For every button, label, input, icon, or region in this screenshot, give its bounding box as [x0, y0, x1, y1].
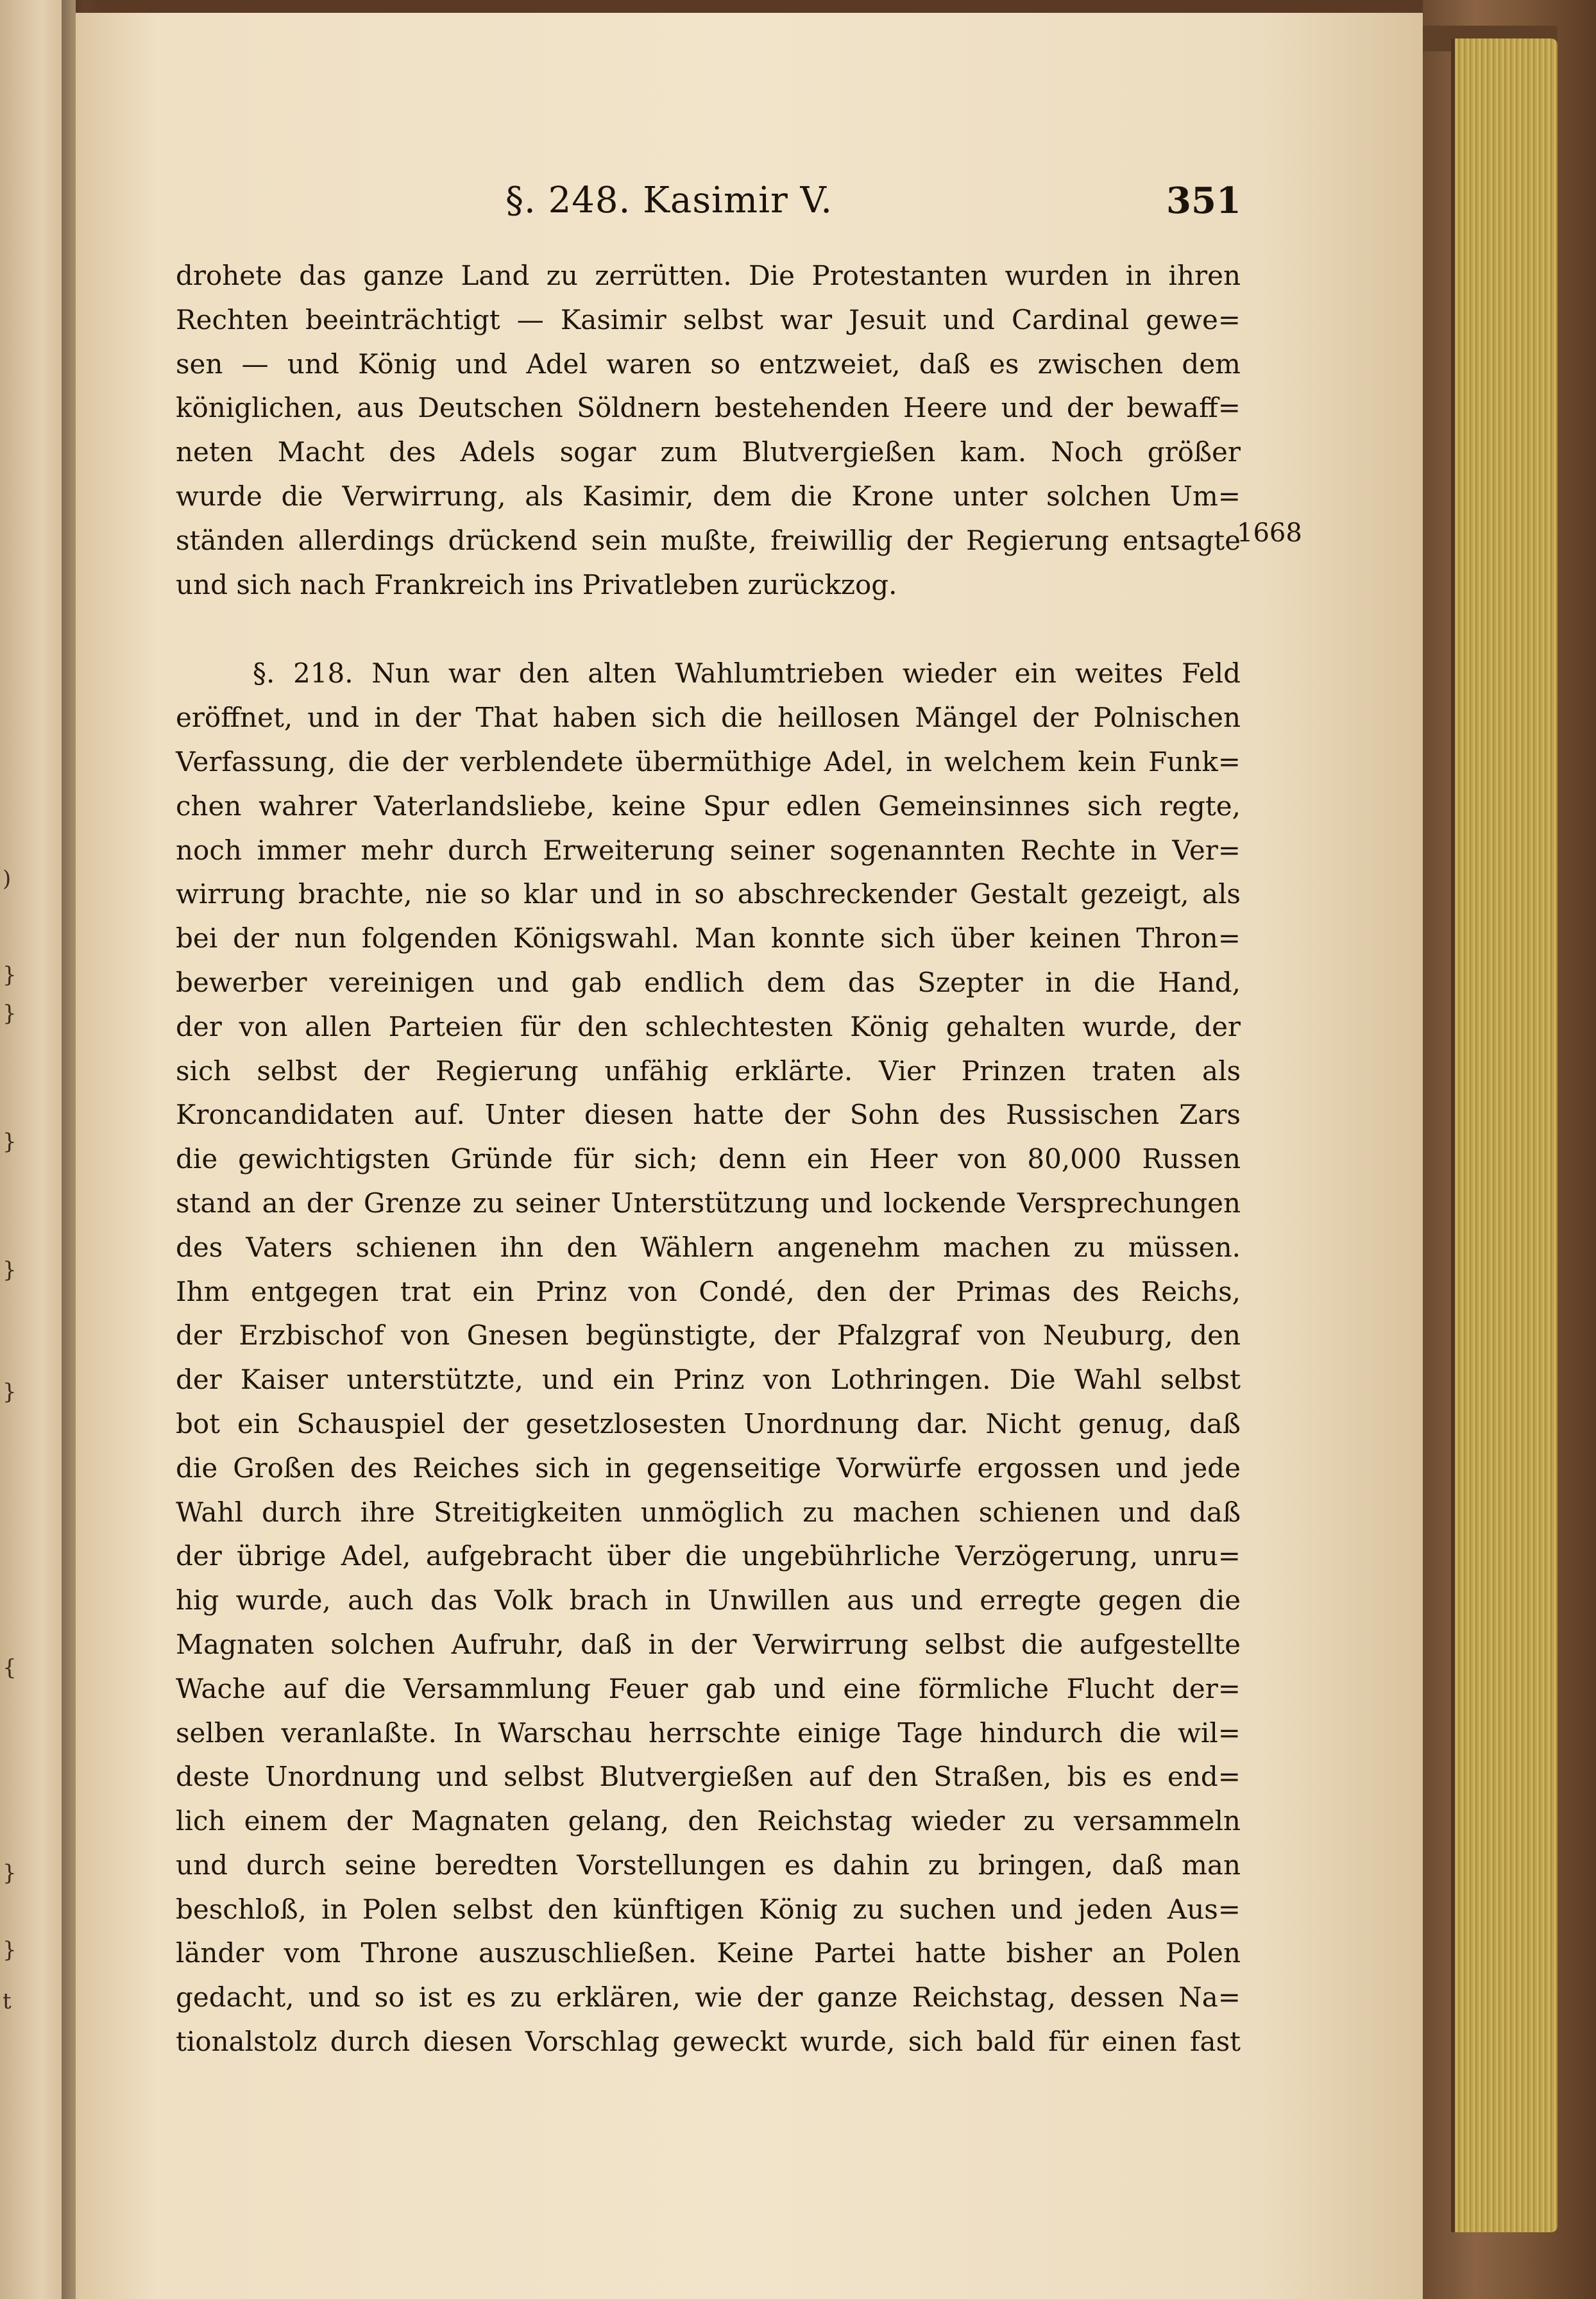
page-number: 351 [1166, 180, 1241, 222]
gilt-page-edges [1451, 38, 1558, 2232]
text-line: tionalstolz durch diesen Vorschlag geweckt wurde, sich bald für einen fast [176, 2026, 1241, 2058]
text-line: der übrige Adel, aufgebracht über die ungebührliche Verzögerung, unru= [176, 1540, 1241, 1572]
left-page-mark: t [3, 1989, 12, 2014]
text-line: wurde die Verwirrung, als Kasimir, dem die Krone unter solchen Um= [176, 480, 1241, 512]
paragraph [176, 652, 1241, 2064]
text-line: Wache auf die Versammlung Feuer gab und eine förmliche Flucht der= [176, 1672, 1241, 1704]
text-line: der Erzbischof von Gnesen begünstigte, der Pfalzgraf von Neuburg, den [176, 1319, 1241, 1352]
text-line: bewerber vereinigen und gab endlich dem das Szepter in die Hand, [176, 966, 1241, 998]
text-line: eröffnet, und in der That haben sich die heillosen Mängel der Polnischen [176, 702, 1241, 734]
left-page-mark: } [3, 1257, 17, 1283]
text-line: lich einem der Magnaten gelang, den Reichstag wieder zu versammeln [176, 1805, 1241, 1837]
text-line: neten Macht des Adels sogar zum Blutvergießen kam. Noch größer [176, 436, 1241, 468]
text-line: bot ein Schauspiel der gesetzlosesten Unordnung dar. Nicht genug, daß [176, 1407, 1241, 1439]
text-line: Verfassung, die der verblendete übermüthige Adel, in welchem kein Funk= [176, 745, 1241, 777]
left-page-mark: } [3, 1379, 17, 1405]
text-line: Rechten beeinträchtigt — Kasimir selbst war Jesuit und Cardinal gewe= [176, 303, 1241, 335]
text-line: sen — und König und Adel waren so entzweiet, daß es zwischen dem [176, 348, 1241, 380]
text-line: drohete das ganze Land zu zerrütten. Die Protestanten wurden in ihren [176, 260, 1241, 291]
paragraph [176, 254, 1241, 607]
text-line: beschloß, in Polen selbst den künftigen König zu suchen und jeden Aus= [176, 1893, 1241, 1925]
left-page-mark: { [3, 1655, 17, 1681]
text-line: die gewichtigsten Gründe für sich; denn ein Heer von 80,000 Russen [176, 1143, 1241, 1175]
text-line: Ihm entgegen trat ein Prinz von Condé, den der Primas des Reichs, [176, 1275, 1241, 1307]
text-line: stand an der Grenze zu seiner Unterstützung und lockende Versprechungen [176, 1187, 1241, 1219]
text-line: länder vom Throne auszuschließen. Keine Partei hatte bisher an Polen [176, 1937, 1241, 1969]
text-line: Wahl durch ihre Streitigkeiten unmöglich zu machen schienen und daß [176, 1496, 1241, 1528]
section-start-line: §. 218. Nun war den alten Wahlumtrieben wieder ein weites Feld [253, 657, 1241, 690]
text-line: noch immer mehr durch Erweiterung seiner sogenannten Rechte in Ver= [176, 834, 1241, 866]
text-line: die Großen des Reiches sich in gegenseitige Vorwürfe ergossen und jede [176, 1452, 1241, 1484]
margin-year-note: 1668 [1237, 518, 1302, 548]
text-line: der von allen Parteien für den schlechtesten König gehalten wurde, der [176, 1010, 1241, 1042]
text-line: deste Unordnung und selbst Blutvergießen auf den Straßen, bis es end= [176, 1761, 1241, 1793]
text-line: sich selbst der Regierung unfähig erklärte. Vier Prinzen traten als [176, 1055, 1241, 1087]
left-page-mark: } [3, 1001, 17, 1026]
left-page-mark: } [3, 1860, 17, 1886]
body-text [176, 254, 1241, 2064]
text-line: ständen allerdings drückend sein mußte, freiwillig der Regierung entsagte [176, 524, 1241, 556]
running-head: §. 248. Kasimir V. [505, 180, 833, 221]
text-line: königlichen, aus Deutschen Söldnern bestehenden Heere und der bewaff= [176, 392, 1241, 424]
text-line: gedacht, und so ist es zu erklären, wie der ganze Reichstag, dessen Na= [176, 1981, 1241, 2014]
text-line: Magnaten solchen Aufruhr, daß in der Verwirrung selbst die aufgestellte [176, 1628, 1241, 1660]
text-line: chen wahrer Vaterlandsliebe, keine Spur edlen Gemeinsinnes sich regte, [176, 790, 1241, 822]
left-page-mark: } [3, 1937, 17, 1963]
page-header [76, 180, 1423, 231]
text-line: selben veranlaßte. In Warschau herrschte einige Tage hindurch die wil= [176, 1717, 1241, 1749]
text-line: hig wurde, auch das Volk brach in Unwillen aus und erregte gegen die [176, 1584, 1241, 1616]
text-line: und durch seine beredten Vorstellungen es dahin zu bringen, daß man [176, 1849, 1241, 1881]
text-line: Kroncandidaten auf. Unter diesen hatte der Sohn des Russischen Zars [176, 1099, 1241, 1131]
text-line: wirrung brachte, nie so klar und in so abschreckender Gestalt gezeigt, als [176, 878, 1241, 910]
text-line: bei der nun folgenden Königswahl. Man konnte sich über keinen Thron= [176, 922, 1241, 954]
text-line: und sich nach Frankreich ins Privatleben zurückzog. [176, 568, 897, 600]
left-page-mark: } [3, 962, 17, 988]
text-line: der Kaiser unterstützte, und ein Prinz von Lothringen. Die Wahl selbst [176, 1364, 1241, 1396]
left-page-mark: } [3, 1129, 17, 1155]
left-page-mark: ) [3, 866, 12, 892]
text-line: des Vaters schienen ihn den Wählern angenehm machen zu müssen. [176, 1231, 1241, 1263]
